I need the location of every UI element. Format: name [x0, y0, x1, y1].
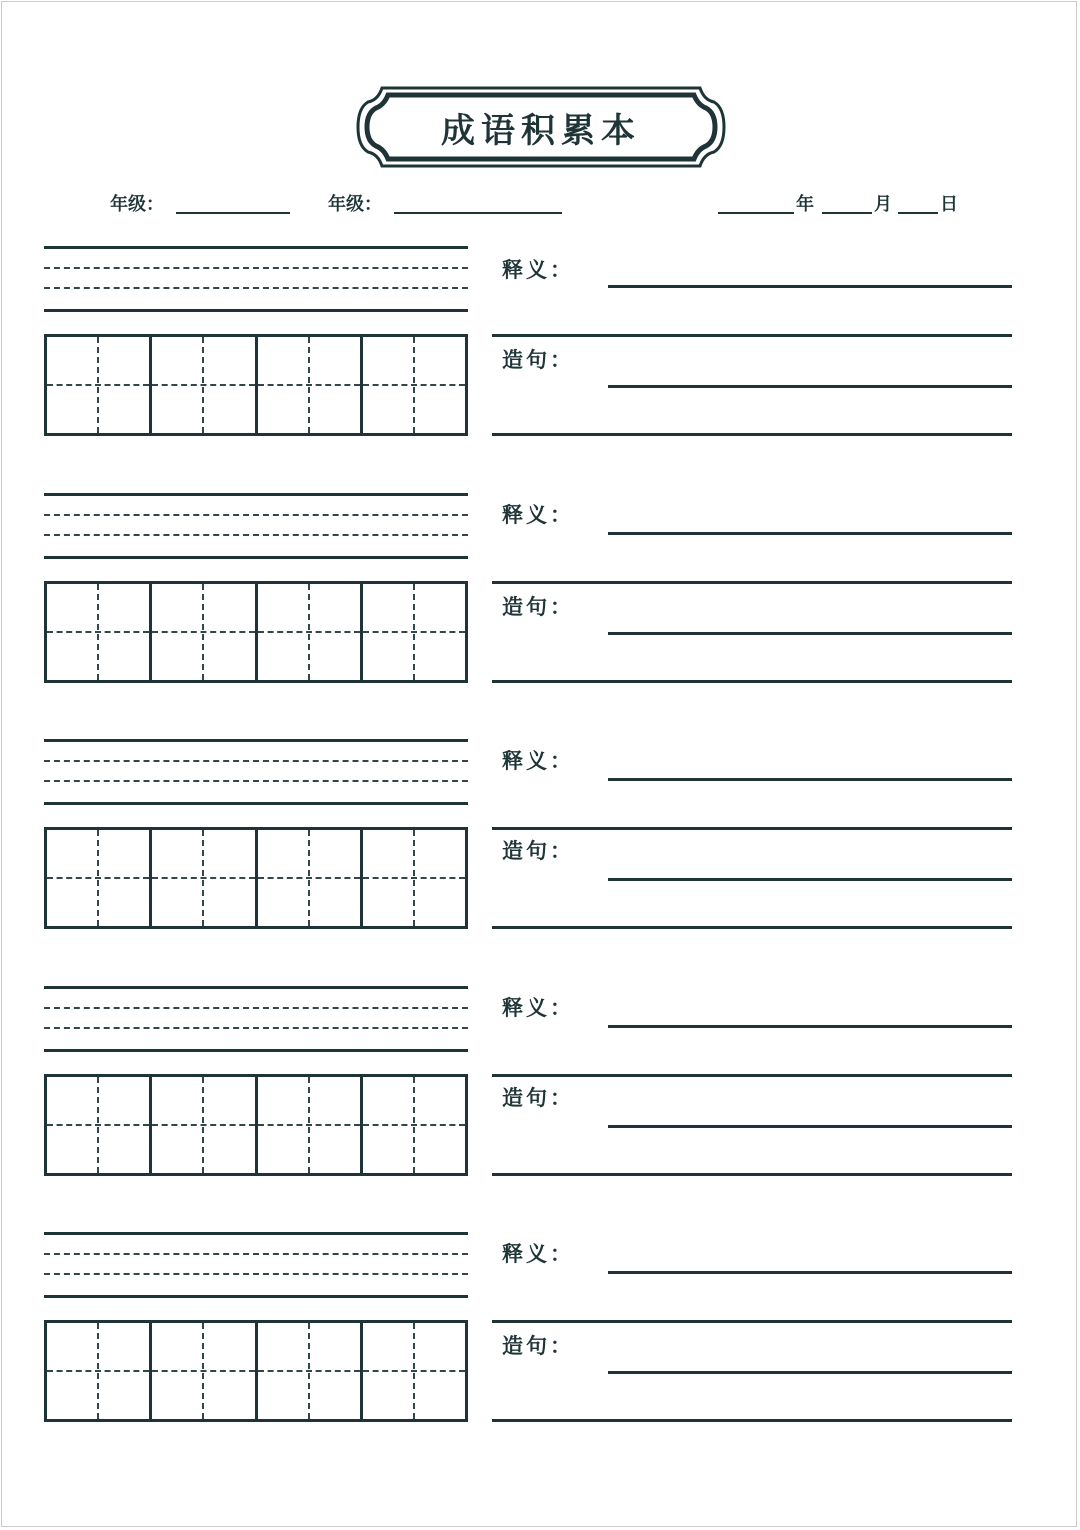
meaning-line[interactable]: [492, 334, 1012, 337]
sentence-line[interactable]: [608, 1371, 1012, 1374]
writing-cell[interactable]: [255, 1323, 360, 1419]
day-label: 日: [940, 194, 958, 215]
writing-cell[interactable]: [255, 1077, 360, 1173]
writing-cell[interactable]: [149, 830, 254, 926]
meaning-label: 释义：: [502, 748, 574, 773]
writing-cell[interactable]: [47, 337, 149, 433]
writing-cell[interactable]: [149, 1077, 254, 1173]
meaning-label: 释义：: [502, 995, 574, 1020]
pinyin-bottom-line[interactable]: [44, 1295, 468, 1298]
pinyin-top-line: [44, 1232, 468, 1235]
meaning-line[interactable]: [608, 778, 1012, 781]
writing-cell[interactable]: [47, 584, 149, 680]
sentence-line[interactable]: [492, 1419, 1012, 1422]
writing-cell[interactable]: [360, 584, 465, 680]
writing-cell[interactable]: [360, 1323, 465, 1419]
writing-cell[interactable]: [149, 584, 254, 680]
writing-cell[interactable]: [360, 1077, 465, 1173]
pinyin-bottom-line[interactable]: [44, 309, 468, 312]
meaning-line[interactable]: [608, 532, 1012, 535]
day-blank[interactable]: [898, 212, 938, 214]
sentence-line[interactable]: [492, 680, 1012, 683]
meaning-label: 释义：: [502, 1241, 574, 1266]
pinyin-dashed-line: [44, 514, 468, 516]
sentence-line[interactable]: [608, 385, 1012, 388]
meaning-label: 释义：: [502, 257, 574, 282]
writing-cell[interactable]: [149, 337, 254, 433]
writing-cell[interactable]: [360, 337, 465, 433]
tianzige-grid[interactable]: [44, 334, 468, 436]
meaning-line[interactable]: [608, 285, 1012, 288]
writing-cell[interactable]: [255, 830, 360, 926]
pinyin-dashed-line: [44, 1007, 468, 1009]
class-blank[interactable]: [394, 212, 562, 214]
pinyin-top-line: [44, 493, 468, 496]
year-label: 年: [796, 194, 814, 215]
pinyin-bottom-line[interactable]: [44, 802, 468, 805]
pinyin-top-line: [44, 986, 468, 989]
sentence-label: 造句：: [502, 1085, 574, 1110]
writing-cell[interactable]: [255, 584, 360, 680]
pinyin-top-line: [44, 246, 468, 249]
grade-blank[interactable]: [176, 212, 290, 214]
idiom-entry: [0, 986, 1080, 1186]
meaning-line[interactable]: [492, 1074, 1012, 1077]
writing-cell[interactable]: [47, 1077, 149, 1173]
pinyin-bottom-line[interactable]: [44, 1049, 468, 1052]
pinyin-dashed-line: [44, 267, 468, 269]
idiom-entry: [0, 493, 1080, 693]
sentence-line[interactable]: [608, 878, 1012, 881]
tianzige-grid[interactable]: [44, 827, 468, 929]
sentence-line[interactable]: [492, 926, 1012, 929]
pinyin-dashed-line: [44, 760, 468, 762]
idiom-entry: [0, 1232, 1080, 1432]
sentence-label: 造句：: [502, 594, 574, 619]
pinyin-dashed-line: [44, 1027, 468, 1029]
writing-cell[interactable]: [47, 830, 149, 926]
pinyin-dashed-line: [44, 534, 468, 536]
idiom-entry: [0, 739, 1080, 939]
pinyin-dashed-line: [44, 1273, 468, 1275]
pinyin-bottom-line[interactable]: [44, 556, 468, 559]
meaning-line[interactable]: [492, 1320, 1012, 1323]
writing-cell[interactable]: [255, 337, 360, 433]
writing-cell[interactable]: [47, 1323, 149, 1419]
tianzige-grid[interactable]: [44, 1320, 468, 1422]
year-blank[interactable]: [718, 212, 794, 214]
sentence-line[interactable]: [492, 433, 1012, 436]
writing-cell[interactable]: [149, 1323, 254, 1419]
grade-label: 年级：: [110, 194, 164, 215]
writing-cell[interactable]: [360, 830, 465, 926]
pinyin-dashed-line: [44, 287, 468, 289]
sentence-label: 造句：: [502, 347, 574, 372]
meaning-line[interactable]: [608, 1271, 1012, 1274]
pinyin-dashed-line: [44, 780, 468, 782]
sentence-line[interactable]: [492, 1173, 1012, 1176]
title-banner: [356, 86, 726, 168]
sentence-label: 造句：: [502, 838, 574, 863]
meaning-line[interactable]: [492, 827, 1012, 830]
class-label: 年级：: [328, 194, 382, 215]
month-label: 月: [874, 194, 892, 215]
page-title: 成语积累本: [441, 110, 641, 151]
idiom-entry: [0, 246, 1080, 446]
pinyin-top-line: [44, 739, 468, 742]
tianzige-grid[interactable]: [44, 1074, 468, 1176]
meaning-label: 释义：: [502, 502, 574, 527]
tianzige-grid[interactable]: [44, 581, 468, 683]
meaning-line[interactable]: [492, 581, 1012, 584]
sentence-label: 造句：: [502, 1333, 574, 1358]
month-blank[interactable]: [822, 212, 872, 214]
pinyin-dashed-line: [44, 1253, 468, 1255]
sentence-line[interactable]: [608, 1125, 1012, 1128]
sentence-line[interactable]: [608, 632, 1012, 635]
meaning-line[interactable]: [608, 1025, 1012, 1028]
